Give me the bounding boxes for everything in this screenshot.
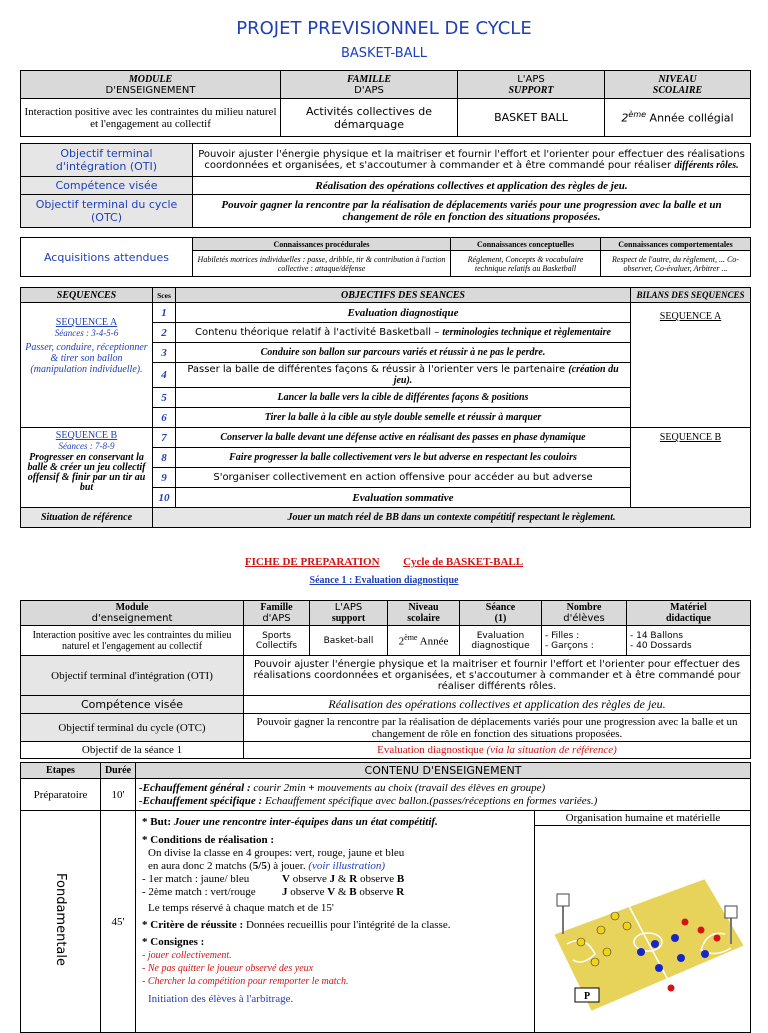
bilan-b: SEQUENCE B	[631, 428, 751, 508]
etapes-header: Etapes	[21, 763, 101, 779]
module-header: MODULE D'ENSEIGNEMENT	[21, 71, 281, 99]
comportementales-value: Respect de l'autre, du règlement, ... Co-observer, Co-évaluer, Arbitrer ...	[601, 251, 751, 277]
contenu-header: CONTENU D'ENSEIGNEMENT	[136, 763, 751, 779]
materiel-value-2: - 14 Ballons - 40 Dossards	[627, 626, 751, 656]
contenu-table	[20, 762, 751, 1033]
fiche-title: FICHE DE PREPARATION Cycle de BASKET-BALL	[244, 556, 524, 568]
seance-objective: Faire progresser la balle collectivement vers le but adverse en respectant les couloirs	[176, 448, 631, 468]
seance-objective: Evaluation sommative	[176, 488, 631, 508]
seance-number: 1	[153, 303, 176, 323]
aps-value-2: Basket-ball	[310, 626, 388, 656]
objectifs-header: OBJECTIFS DES SEANCES	[176, 288, 631, 303]
aps-header-2: L'APS support	[310, 601, 388, 626]
sequences-table	[20, 287, 751, 508]
seance-number: 7	[153, 428, 176, 448]
sequence-a-cell: SEQUENCE A Séances : 3-4-5-6 Passer, conduire, réceptionner & tirer son ballon (manipulation individuelle).	[21, 303, 153, 428]
organisation-title: Organisation humaine et matérielle	[535, 811, 751, 826]
seances-header: Sces	[153, 288, 176, 303]
competence-text: Réalisation des opérations collectives et application des règles de jeu.	[193, 177, 751, 195]
oti-text: Pouvoir ajuster l'énergie physique et la maitriser et fournir l'effort et l'orienter pour effectuer des réalisations coordonnées et organisées, et s'accoutumer à commander et à être commandé pour réaliser différents rôles.	[193, 144, 751, 177]
oti-label-2: Objectif terminal d'intégration (OTI)	[21, 656, 244, 696]
nombre-header-2: Nombre d'élèves	[542, 601, 627, 626]
niveau-value-2: 2ème Année	[388, 626, 460, 656]
conceptuelles-value: Réglement, Concepts & vocabulaire technique relatifs au Basketball	[451, 251, 601, 277]
famille-header-2: Famille d'APS	[244, 601, 310, 626]
p-label: P	[583, 991, 591, 1002]
seance-number: 10	[153, 488, 176, 508]
competence-text-2: Réalisation des opérations collectives et application des règles de jeu.	[244, 696, 751, 714]
seance-value-2: Evaluation diagnostique	[460, 626, 542, 656]
seance-objective: Tirer la balle à la cible au style double semelle et réussir à marquer	[176, 408, 631, 428]
seance-number: 8	[153, 448, 176, 468]
seance-objective: S'organiser collectivement en action offensive pour accéder au but adverse	[176, 468, 631, 488]
otc-label: Objectif terminal du cycle (OTC)	[21, 195, 193, 228]
duree-preparatoire: 10'	[101, 779, 136, 811]
hoop-board-right	[725, 906, 737, 918]
duree-fondamentale: 45'	[101, 811, 136, 1033]
comportementales-header: Connaissances comportementales	[601, 238, 751, 251]
seance-title: Séance 1 : Evaluation diagnostique	[309, 575, 459, 586]
duree-header: Durée	[101, 763, 136, 779]
otc-text: Pouvoir gagner la rencontre par la réalisation de déplacements variés pour une progression avec la balle et un changement de rôle en fonction des situations proposées.	[193, 195, 751, 228]
competence-label-2: Compétence visée	[21, 696, 244, 714]
page-subtitle: BASKET-BALL	[340, 46, 428, 61]
objectives-table	[20, 143, 751, 228]
niveau-header-2: Niveau scolaire	[388, 601, 460, 626]
niveau-header: NIVEAU SCOLAIRE	[605, 71, 751, 99]
court-illustration	[535, 826, 751, 1032]
reference-label: Situation de référence	[21, 508, 153, 528]
famille-header: FAMILLE D'APS	[281, 71, 458, 99]
famille-value: Activités collectives de démarquage	[281, 99, 458, 137]
otc-label-2: Objectif terminal du cycle (OTC)	[21, 714, 244, 742]
objectif-seance-text: Evaluation diagnostique (via la situation de référence)	[244, 742, 751, 759]
reference-text: Jouer un match réel de BB dans un contexte compétitif respectant le règlement.	[153, 508, 751, 528]
otc-text-2: Pouvoir gagner la rencontre par la réalisation de déplacements variés pour une progression avec la balle et un changement de rôle en fonction des situations proposées.	[244, 714, 751, 742]
seance-header-2: Séance (1)	[460, 601, 542, 626]
aps-value: BASKET BALL	[458, 99, 605, 137]
objectif-seance-label: Objectif de la séance 1	[21, 742, 244, 759]
materiel-header-2: Matériel didactique	[627, 601, 751, 626]
hoop-board-left	[557, 894, 569, 906]
acquisitions-label: Acquisitions attendues	[21, 238, 193, 277]
sequence-b-cell: SEQUENCE B Séances : 7-8-9 Progresser en conservant la balle & créer un jeu collectif offensif & finir par un tir au but	[21, 428, 153, 508]
seance-objective: Evaluation diagnostique	[176, 303, 631, 323]
nombre-value-2: - Filles : - Garçons :	[542, 626, 627, 656]
seance-number: 9	[153, 468, 176, 488]
oti-text-2: Pouvoir ajuster l'énergie physique et la maitriser et fournir l'effort et l'orienter pour effectuer des réalisations coordonnées et organisées, et s'accoutumer à commander et à être commandé pour réaliser différents rôles.	[244, 656, 751, 696]
seance-number: 3	[153, 343, 176, 363]
bilan-a: SEQUENCE A	[631, 303, 751, 428]
seance-number: 6	[153, 408, 176, 428]
header-table	[20, 70, 751, 137]
module-value-2: Interaction positive avec les contraintes du milieu naturel et l'engagement au collectif	[21, 626, 244, 656]
procedurales-value: Habiletés motrices individuelles : passe, dribble, tir & contribution à l'action collective : attaque/défense	[193, 251, 451, 277]
seance-number: 5	[153, 388, 176, 408]
sequences-header: SEQUENCES	[21, 288, 153, 303]
seance-objective: Conduire son ballon sur parcours variés et réussir à ne pas le perdre.	[176, 343, 631, 363]
seance-number: 4	[153, 363, 176, 388]
seance-objective: Contenu théorique relatif à l'activité Basketball – terminologies technique et règlementaire	[176, 323, 631, 343]
seance-number: 2	[153, 323, 176, 343]
fondamentale-content: * But: Jouer une rencontre inter-équipes dans un état compétitif. * Conditions de réalisation : On divise la classe en 4 groupes: vert, rouge, jaune et bleu en aura donc 2 matchs (5/5) à jouer. (voir illustration) - 1er match : jaune/ bleu V observe J & R observe B - 2ème match : vert/rouge J observe V & B observe R Le temps réservé à chaque match et de 15' * Critère de réussite : Données recueillis pour l'intégrité de la classe. * Consignes : - jouer collectivement. - Ne pas quitter le joueur observé des yeux - Chercher la compétition pour remporter le match. Initiation des élèves à l'arbitrage. Organisation humaine et matérielle P	[136, 811, 751, 1033]
preparation-table	[20, 600, 751, 759]
organisation-panel	[534, 811, 751, 1032]
etape-fondamentale: Fondamentale	[21, 811, 101, 1033]
oti-label: Objectif terminal d'intégration (OTI)	[21, 144, 193, 177]
conceptuelles-header: Connaissances conceptuelles	[451, 238, 601, 251]
acquisitions-table	[20, 237, 751, 277]
bilans-header: BILANS DES SEQUENCES	[631, 288, 751, 303]
page-title: PROJET PREVISIONNEL DE CYCLE	[236, 18, 532, 39]
aps-header: L'APS SUPPORT	[458, 71, 605, 99]
famille-value-2: Sports Collectifs	[244, 626, 310, 656]
seance-objective: Conserver la balle devant une défense active en réalisant des passes en phase dynamique	[176, 428, 631, 448]
niveau-value: 2ème Année collégial	[605, 99, 751, 137]
seance-objective: Passer la balle de différentes façons & réussir à l'orienter vers le partenaire (création du jeu).	[176, 363, 631, 388]
procedurales-header: Connaissances procédurales	[193, 238, 451, 251]
reference-table	[20, 507, 751, 528]
etape-preparatoire: Préparatoire	[21, 779, 101, 811]
seance-objective: Lancer la balle vers la cible de différentes façons & positions	[176, 388, 631, 408]
echauffement-cell: -Echauffement général : courir 2min + mouvements au choix (travail des élèves en groupe) -Echauffement spécifique : Echauffement spécifique avec ballon.(passes/réceptions en formes variées.)	[136, 779, 751, 811]
module-header-2: Module d'enseignement	[21, 601, 244, 626]
module-value: Interaction positive avec les contraintes du milieu naturel et l'engagement au collectif	[21, 99, 281, 137]
competence-label: Compétence visée	[21, 177, 193, 195]
